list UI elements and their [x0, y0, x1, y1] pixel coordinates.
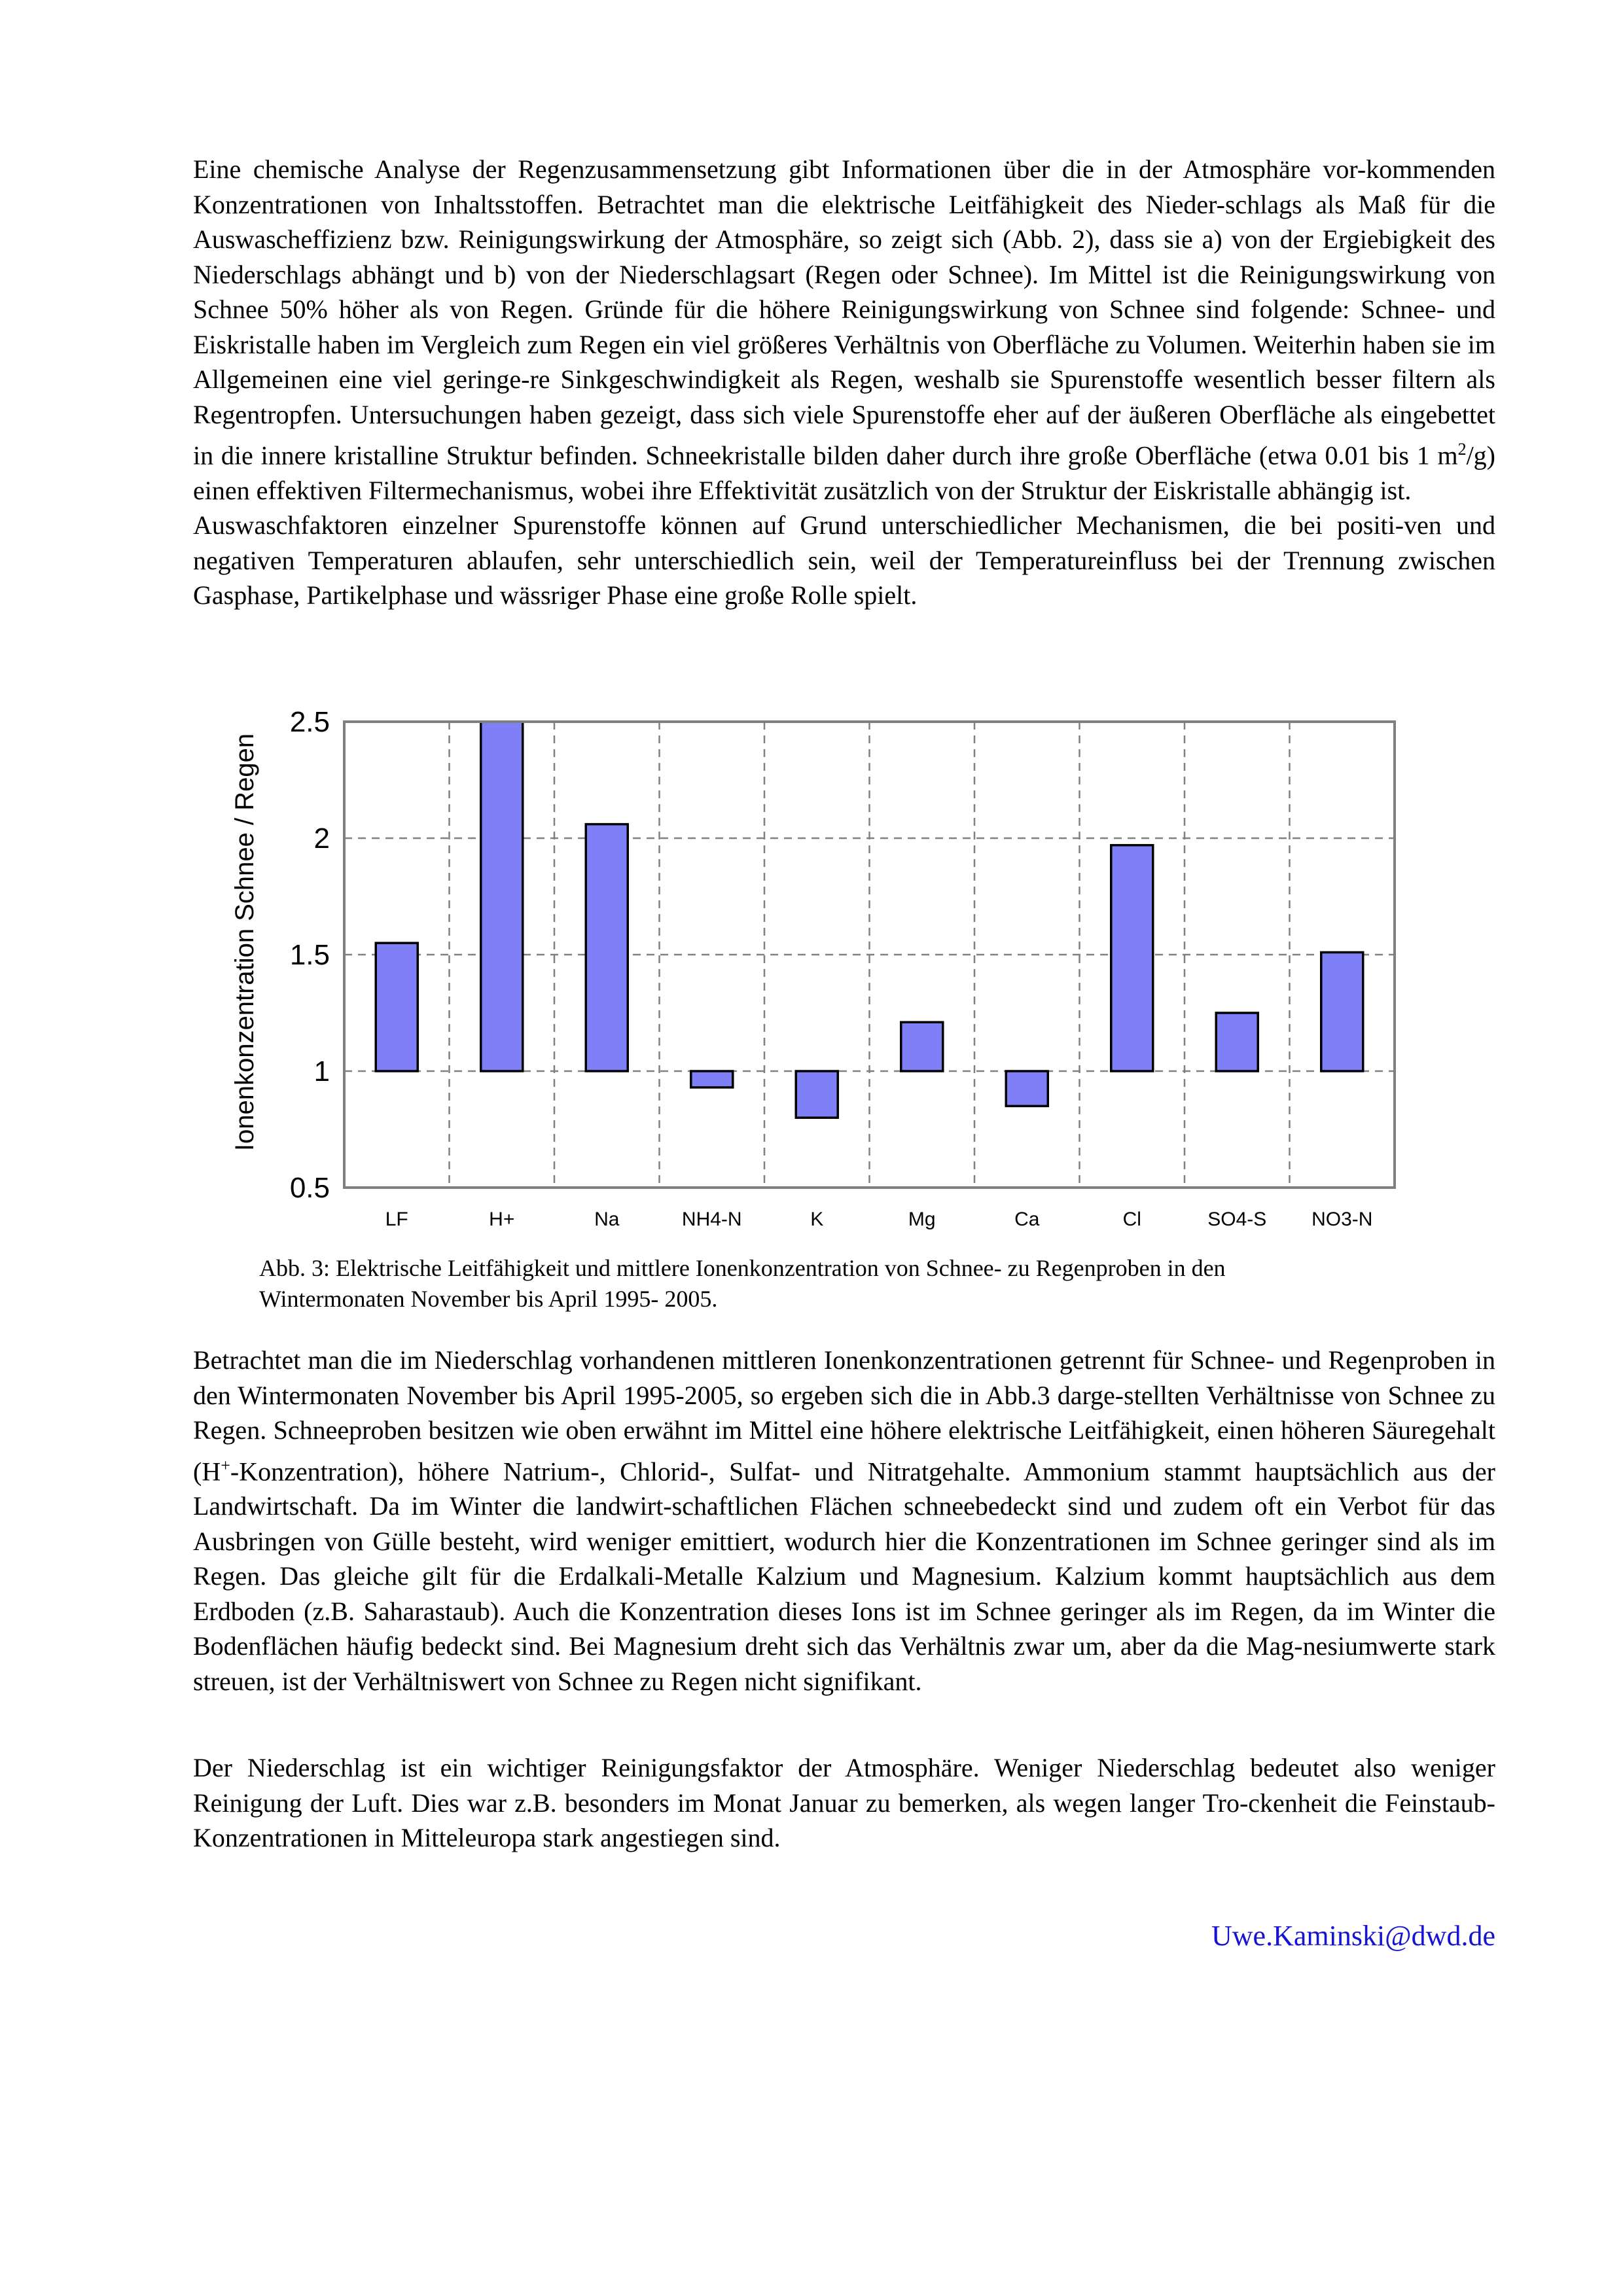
figure-caption	[259, 1253, 1437, 1315]
y-tick-label-2: 1.5	[289, 939, 330, 971]
x-tick-label-8: SO4-S	[1207, 1209, 1267, 1230]
paragraph-2-text: Betrachtet man die im Niederschlag vorhandenen mittleren Ionenkonzentrationen getrennt für Schnee- und Regenproben in den Wintermonaten November bis April 1995-2005, so ergeben sich die in Abb.3 darge-stellten Verhältnisse von Schnee zu Regen. Schneeproben besitzen wie oben erwähnt im Mittel eine höhere elektrische Leitfähigkeit, einen höheren Säuregehalt (H	[193, 1345, 1495, 1486]
y-tick-label-4: 2.5	[289, 706, 330, 738]
ion-ratio-chart	[223, 697, 1400, 1246]
x-axis-ticks	[385, 1209, 1373, 1230]
x-tick-label-1: H+	[489, 1209, 515, 1230]
caption-line-1: Abb. 3: Elektrische Leitfähigkeit und mittlere Ionenkonzentration von Schnee- zu Regenproben in den	[259, 1255, 1226, 1281]
caption-line-2: Wintermonaten November bis April 1995- 2005.	[259, 1286, 718, 1312]
x-tick-label-6: Ca	[1014, 1209, 1040, 1230]
bar-cl	[1111, 845, 1153, 1071]
bar-k	[796, 1071, 838, 1118]
y-tick-label-1: 1	[313, 1055, 330, 1087]
superscript-plus: +	[221, 1455, 230, 1475]
x-tick-label-3: NH4-N	[681, 1209, 742, 1230]
bar-na	[586, 824, 628, 1071]
paragraph-1	[193, 152, 1495, 613]
paragraph-1-text-cont: /g) einen effektiven Filtermechanismus, wobei ihre Effektivität zusätzlich von der Struktur der Eiskristalle abhängig ist.	[193, 440, 1495, 505]
x-tick-label-5: Mg	[908, 1209, 936, 1230]
x-tick-label-7: Cl	[1122, 1209, 1141, 1230]
paragraph-3: Der Niederschlag ist ein wichtiger Reinigungsfaktor der Atmosphäre. Weniger Niederschlag bedeutet also weniger Reinigung der Luft. Dies war z.B. besonders im Monat Januar zu bemerken, als wegen langer Tro-ckenheit die Feinstaub-Konzentrationen in Mitteleuropa stark angestiegen sind.	[193, 1753, 1495, 1852]
y-axis-label: Ionenkonzentration Schnee / Regen	[230, 733, 259, 1152]
x-tick-label-9: NO3-N	[1311, 1209, 1373, 1230]
paragraph-1-text: Eine chemische Analyse der Regenzusammensetzung gibt Informationen über die in der Atmosphäre vor-kommenden Konzentrationen von Inhaltsstoffen. Betrachtet man die elektrische Leitfähigkeit des Nieder-schlags als Maß für die Auswascheffizienz bzw. Reinigungswirkung der Atmosphäre, so zeigt sich (Abb. 2), dass sie a) von der Ergiebigkeit des Niederschlags abhängt und b) von der Niederschlagsart (Regen oder Schnee). Im Mittel ist die Reinigungswirkung von Schnee 50% höher als von Regen. Gründe für die höhere Reinigungswirkung von Schnee sind folgende: Schnee- und Eiskristalle haben im Vergleich zum Regen ein viel größeres Verhältnis von Oberfläche zu Volumen. Weiterhin haben sie im Allgemeinen eine viel geringe-re Sinkgeschwindigkeit als Regen, weshalb sie Spurenstoffe wesentlich besser filtern als Regentropfen. Untersuchungen haben gezeigt, dass sich viele Spurenstoffe eher auf der äußeren Oberfläche als eingebettet in die innere kristalline Struktur befinden. Schneekristalle bilden daher durch ihre große Oberfläche (etwa 0.01 bis 1 m	[193, 154, 1495, 470]
x-tick-label-4: K	[810, 1209, 824, 1230]
bar-so4-s	[1216, 1013, 1258, 1071]
paragraph-1-second: Auswaschfaktoren einzelner Spurenstoffe können auf Grund unterschiedlicher Mechanismen, die bei positi-ven und negativen Temperaturen ablaufen, sehr unterschiedlich sein, weil der Temperatureinfluss bei der Trennung zwischen Gasphase, Partikelphase und wässriger Phase eine große Rolle spielt.	[193, 510, 1495, 610]
paragraph-2	[193, 1343, 1495, 1699]
bar-no3-n	[1321, 952, 1363, 1071]
paragraph-2-text-cont: -Konzentration), höhere Natrium-, Chlorid-, Sulfat- und Nitratgehalte. Ammonium stammt hauptsächlich aus der Landwirtschaft. Da im Winter die landwirt-schaftlichen Flächen schneebedeckt sind und zudem oft ein Verbot für das Ausbringen von Gülle besteht, wird weniger emittiert, wodurch hier die Konzentrationen im Schnee geringer sind als im Regen. Das gleiche gilt für die Erdalkali-Metalle Kalzium und Magnesium. Kalzium kommt hauptsächlich aus dem Erdboden (z.B. Saharastaub). Auch die Konzentration dieses Ions ist im Schnee geringer als im Regen, da im Winter die Bodenflächen häufig bedeckt sind. Bei Magnesium dreht sich das Verhältnis zwar um, aber da die Mag-nesiumwerte stark streuen, ist der Verhältniswert von Schnee zu Regen nicht signifikant.	[193, 1456, 1495, 1696]
author-email[interactable]: Uwe.Kaminski@dwd.de	[1211, 1920, 1495, 1952]
superscript-2: 2	[1457, 440, 1467, 459]
bar-h-	[481, 722, 523, 1071]
x-tick-label-2: Na	[594, 1209, 620, 1230]
x-tick-label-0: LF	[385, 1209, 408, 1230]
bar-ca	[1006, 1071, 1048, 1106]
bar-mg	[901, 1022, 943, 1071]
y-axis-ticks	[290, 706, 330, 1204]
bar-lf	[376, 943, 418, 1071]
y-tick-label-0: 0.5	[289, 1172, 330, 1204]
bar-nh4-n	[691, 1071, 733, 1087]
y-tick-label-3: 2	[313, 822, 330, 855]
